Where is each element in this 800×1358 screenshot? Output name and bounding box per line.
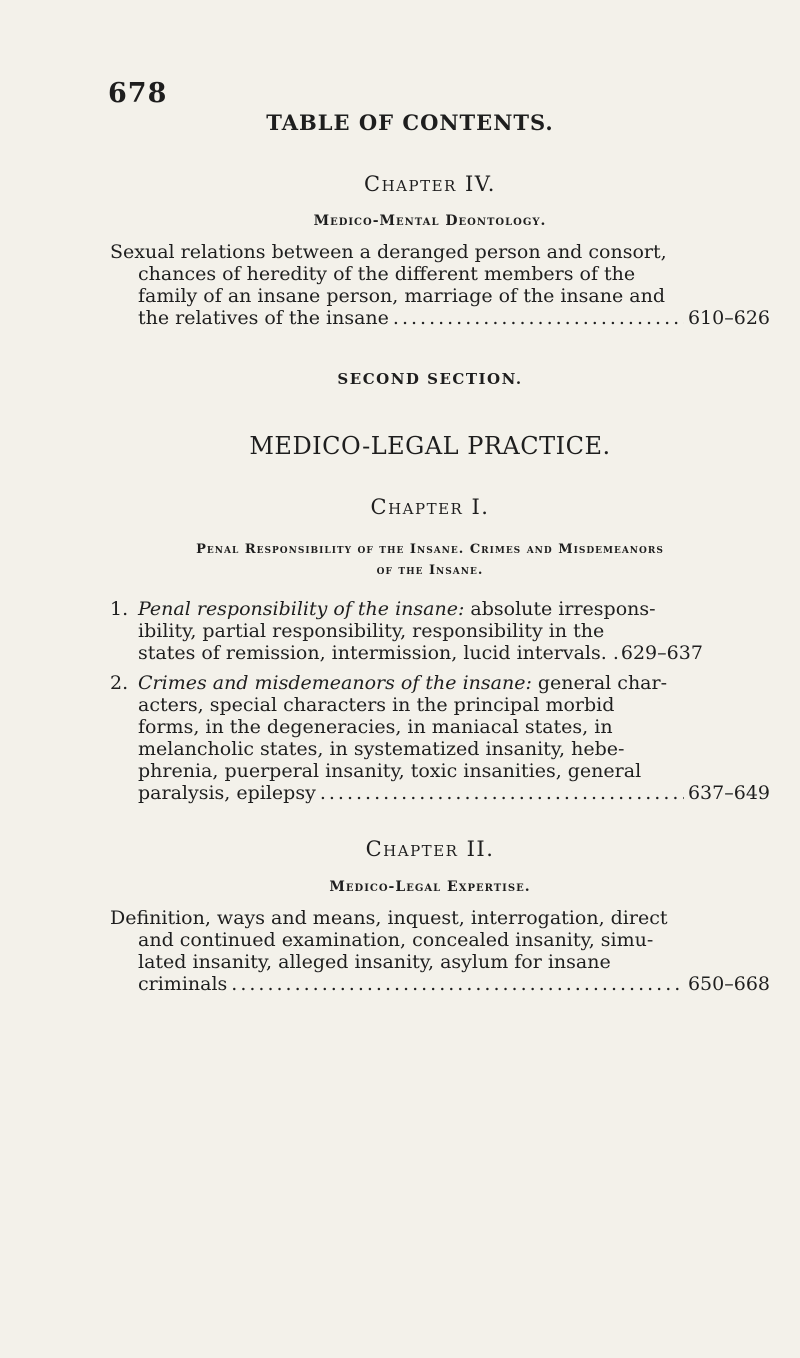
running-head: TABLE OF CONTENTS. (266, 110, 554, 135)
dot-leader (320, 782, 684, 804)
entry-line: and continued examination, concealed insanity, simu- (138, 929, 654, 951)
page-range: 650–668 (687, 973, 770, 995)
entry-line: forms, in the degeneracies, in maniacal states, in (138, 716, 613, 738)
chapter-ii-heading: Chapter II. (365, 837, 495, 861)
section-label: SECOND SECTION. (337, 370, 523, 388)
page-range: 610–626 (687, 307, 770, 329)
entry-line: Definition, ways and means, inquest, interrogation, direct (110, 907, 668, 929)
entry-line: chances of heredity of the different members of the (138, 263, 636, 285)
entry-line: phrenia, puerperal insanity, toxic insanities, general (138, 760, 642, 782)
entry-last-line (110, 782, 770, 804)
part-title: MEDICO-LEGAL PRACTICE. (249, 432, 611, 460)
chapter-ii-subheading: Medico-Legal Expertise. (329, 879, 531, 895)
chapter-iv-heading: Chapter IV. (364, 172, 496, 196)
entry-title: Crimes and misdemeanors of the insane: (138, 672, 532, 694)
page-range: 629–637 (620, 642, 703, 664)
entry-line: lated insanity, alleged insanity, asylum for insane (138, 951, 611, 973)
chapter-i-subheading-line-2: of the Insane. (376, 563, 484, 578)
page-range: 637–649 (687, 782, 770, 804)
entry-line: Sexual relations between a deranged person and consort, (110, 241, 667, 263)
entry-number: 2. (110, 672, 129, 694)
entry-line: paralysis, epilepsy (138, 782, 316, 804)
chapter-i-entry-1 (110, 598, 770, 664)
page-number: 678 (108, 78, 168, 109)
entry-line: acters, special characters in the principal morbid (138, 694, 615, 716)
dot-leader (393, 307, 684, 329)
entry-line: criminals (138, 973, 228, 995)
entry-line: family of an insane person, marriage of the insane and (138, 285, 665, 307)
entry-last-line (110, 973, 770, 995)
dot-leader (231, 973, 684, 995)
chapter-i-subheading-line-1: Penal Responsibility of the Insane. Crimes and Misdemeanors (196, 542, 664, 557)
entry-number: 1. (110, 598, 129, 620)
entry-title: Penal responsibility of the insane: (138, 598, 465, 620)
chapter-i-entry-2 (110, 672, 770, 804)
entry-line: melancholic states, in systematized insanity, hebe- (138, 738, 625, 760)
chapter-i-heading: Chapter I. (370, 495, 490, 519)
chapter-ii-entry (110, 907, 770, 995)
chapter-iv-entry (110, 241, 770, 329)
entry-last-line (110, 642, 770, 664)
entry-line: absolute irrespons- (464, 598, 656, 620)
entry-last-line (110, 307, 770, 329)
entry-line: states of remission, intermission, lucid intervals. . (138, 642, 619, 664)
entry-line: ibility, partial responsibility, responsibility in the (138, 620, 605, 642)
entry-first-line (110, 672, 770, 694)
entry-line: the relatives of the insane (138, 307, 389, 329)
chapter-iv-subheading: Medico-Mental Deontology. (313, 213, 547, 229)
entry-first-line (110, 598, 770, 620)
entry-line: general char- (531, 672, 668, 694)
